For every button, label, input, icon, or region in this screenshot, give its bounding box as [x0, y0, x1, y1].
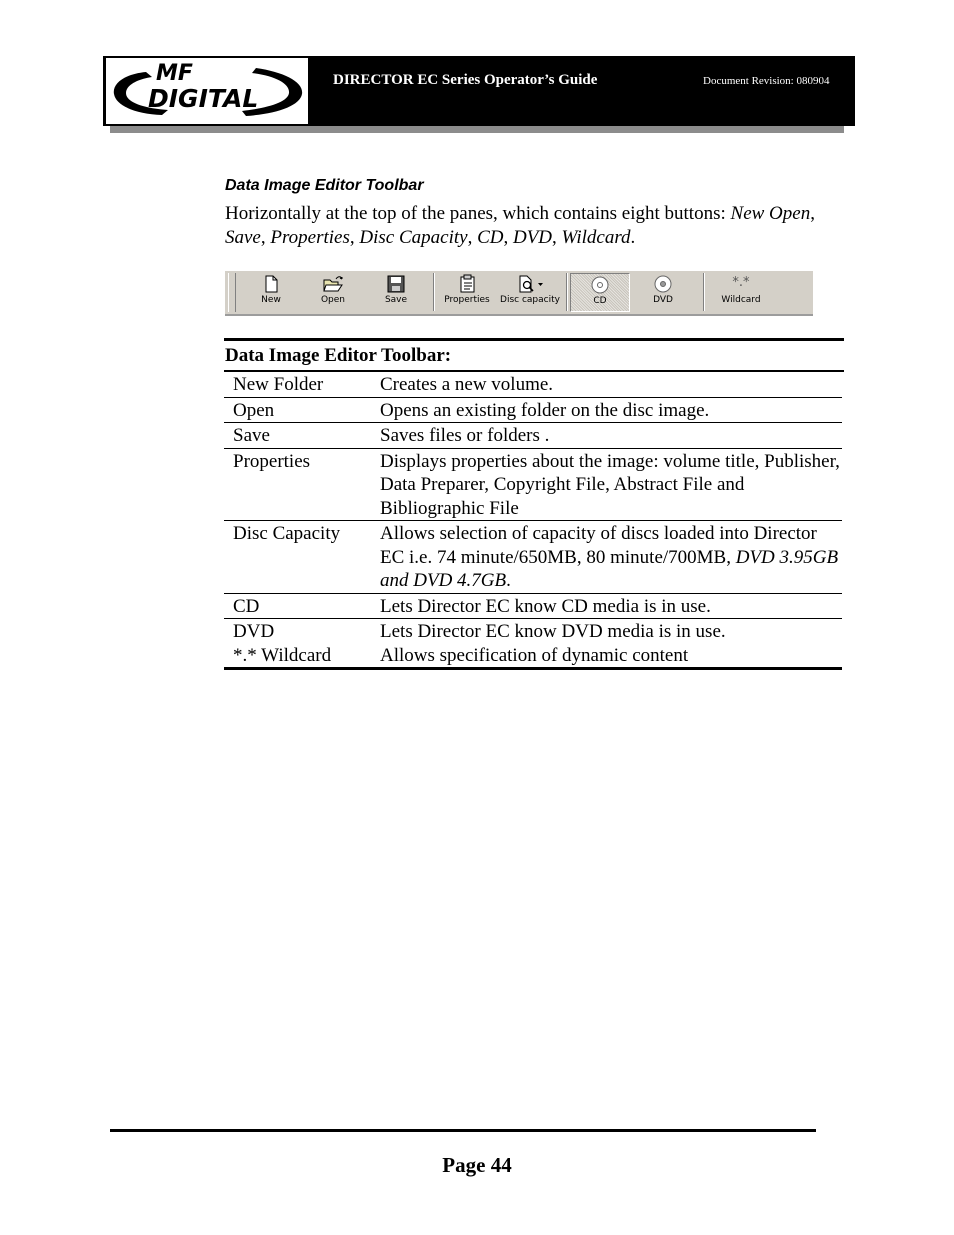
row-description: Saves files or folders . — [380, 423, 842, 449]
toolbar-dvd-label: DVD — [653, 295, 673, 305]
table-row — [224, 423, 842, 449]
toolbar-dvd-button[interactable] — [635, 273, 691, 312]
toolbar-save-label: Save — [384, 295, 408, 305]
toolbar-wildcard-button[interactable] — [713, 273, 769, 312]
row-description: Creates a new volume. — [380, 372, 842, 397]
toolbar-save-button[interactable] — [372, 273, 420, 312]
intro-item-save: Save — [225, 227, 261, 248]
intro-item-properties: Properties — [270, 227, 350, 248]
toolbar-new-label: New — [261, 295, 281, 305]
row-description-text: Allows selection of capacity of discs loaded into Director EC i.e. 74 minute/650MB, 80 minute/700MB, — [380, 523, 817, 568]
toolbar-properties-button[interactable] — [441, 273, 493, 312]
disc-capacity-icon — [514, 274, 546, 294]
row-name: Open — [224, 397, 380, 423]
row-description-suffix: . — [506, 570, 511, 591]
toolbar-cd-label: CD — [593, 296, 607, 306]
row-name: DVD — [233, 621, 275, 642]
floppy-disk-icon — [386, 274, 406, 294]
table-row — [224, 372, 842, 397]
intro-prefix: Horizontally at the top of the panes, which contains eight buttons: — [225, 203, 731, 224]
row-description-group — [380, 619, 842, 669]
toolbar-wildcard-label: Wildcard — [721, 295, 761, 305]
dvd-icon — [653, 274, 673, 294]
toolbar-properties-label: Properties — [444, 295, 490, 305]
mf-digital-logo — [106, 58, 308, 124]
toolbar-new-button[interactable] — [247, 273, 295, 312]
row-description: Allows specification of dynamic content — [380, 644, 689, 666]
table-row — [224, 593, 842, 619]
section-heading: Data Image Editor Toolbar — [225, 177, 424, 194]
toolbar-disc-capacity-button[interactable] — [497, 273, 563, 312]
row-description: Opens an existing folder on the disc image. — [380, 397, 842, 423]
toolbar-disc-capacity-label: Disc capacity — [500, 295, 560, 305]
toolbar-description-table — [224, 372, 842, 670]
intro-item-disc-capacity: Disc Capacity — [359, 227, 468, 248]
data-image-editor-toolbar — [225, 271, 813, 316]
footer-rule — [110, 1129, 816, 1132]
table-row — [224, 619, 842, 669]
properties-icon — [457, 274, 477, 294]
logo-text-mf: MF — [156, 61, 193, 86]
intro-paragraph: Horizontally at the top of the panes, which contains eight buttons: New Open, Save, Properties, Disc Capacity, CD, DVD, Wildcard. — [225, 203, 815, 248]
table-title: Data Image Editor Toolbar: — [225, 345, 452, 366]
row-name: New Folder — [224, 372, 380, 397]
row-name: Properties — [224, 448, 380, 521]
row-description: Lets Director EC know DVD media is in use. — [380, 621, 726, 642]
row-name: CD — [224, 593, 380, 619]
table-row — [224, 397, 842, 423]
row-name: Disc Capacity — [224, 521, 380, 594]
table-row — [224, 521, 842, 594]
toolbar-cd-button[interactable] — [570, 273, 630, 312]
logo-text-digital: DIGITAL — [148, 84, 259, 113]
document-revision: Document Revision: 080904 — [703, 75, 830, 87]
toolbar-separator — [433, 273, 435, 311]
toolbar-separator — [703, 273, 705, 311]
open-folder-icon — [322, 274, 344, 294]
intro-item-new-open: New Open — [730, 203, 811, 224]
toolbar-open-button[interactable] — [309, 273, 357, 312]
cd-icon — [590, 275, 610, 295]
toolbar-grip — [228, 273, 236, 312]
table-top-rule — [224, 338, 844, 341]
table-row — [224, 448, 842, 521]
header-title: DIRECTOR EC Series Operator’s Guide — [333, 72, 598, 88]
row-description: Lets Director EC know CD media is in use. — [380, 593, 842, 619]
row-description: Displays properties about the image: volume title, Publisher, Data Preparer, Copyright File, Abstract File and Bibliographic File — [380, 448, 842, 521]
new-document-icon — [261, 274, 281, 294]
intro-item-wildcard: Wildcard — [561, 227, 631, 248]
toolbar-separator — [566, 273, 568, 311]
row-name-group — [224, 619, 380, 669]
intro-item-cd: CD — [477, 227, 504, 248]
row-description — [380, 521, 842, 594]
row-description-italic: DVD 3.95GB and DVD 4.7GB — [380, 546, 839, 591]
toolbar-open-label: Open — [320, 295, 346, 305]
row-name: *.* Wildcard — [233, 644, 332, 666]
row-name: Save — [224, 423, 380, 449]
page-number: Page 44 — [442, 1153, 512, 1177]
intro-item-dvd: DVD — [512, 227, 553, 248]
wildcard-icon: *.* — [732, 275, 750, 290]
